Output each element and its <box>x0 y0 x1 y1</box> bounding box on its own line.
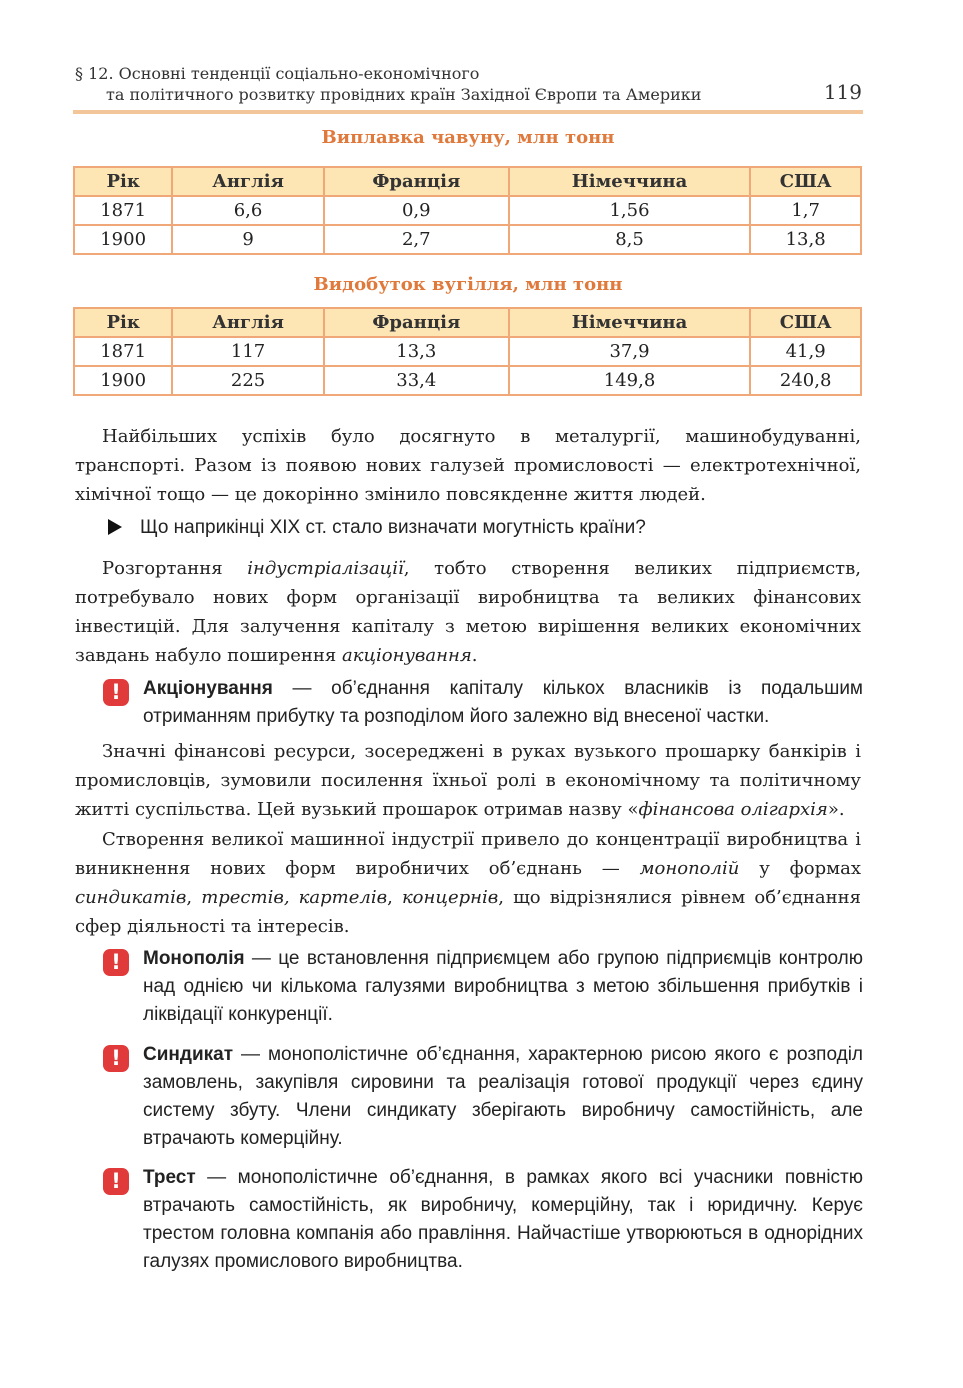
table-cell: 13,3 <box>324 337 509 366</box>
text-run: , що відрізнялися рівнем об’єднання сфер діяльності та інтересів. <box>75 887 861 937</box>
table-row <box>74 225 861 254</box>
text-run: . <box>471 645 478 666</box>
exclamation-icon: ! <box>103 679 129 706</box>
text-run: , <box>186 887 202 908</box>
paragraph-2 <box>75 554 861 670</box>
exclamation-icon: ! <box>103 1168 129 1195</box>
exclamation-icon: ! <box>103 949 129 976</box>
term-syndicates: синдикатів <box>75 887 187 908</box>
table-row <box>74 196 861 225</box>
table-cell: 1,7 <box>750 196 861 225</box>
page-number: 119 <box>823 80 862 104</box>
paragraph-1 <box>75 422 861 509</box>
text-run: у формах <box>739 858 861 879</box>
table-row <box>74 366 861 395</box>
table-header-cell: Франція <box>324 308 509 337</box>
definition-shareholding <box>103 675 863 731</box>
table-header-cell: Англія <box>172 308 324 337</box>
table-cell: 117 <box>172 337 324 366</box>
table-header-cell: Англія <box>172 167 324 196</box>
table-header-cell: США <box>750 308 861 337</box>
coal-table <box>73 307 862 396</box>
term-financial-oligarchy: фінансова олігархія <box>638 799 828 820</box>
header-line-2: та політичного розвитку провідних країн Західної Європи та Америки <box>106 85 702 104</box>
table-cell: 2,7 <box>324 225 509 254</box>
header-line-1: § 12. Основні тенденції соціально-економічного <box>75 64 480 83</box>
table-header-cell: США <box>750 167 861 196</box>
exclamation-icon: ! <box>103 1045 129 1072</box>
text-run: , <box>387 887 402 908</box>
paragraph-3 <box>75 737 861 824</box>
term-monopolies: монополій <box>639 858 740 879</box>
table-cell: 6,6 <box>172 196 324 225</box>
table-cell: 41,9 <box>750 337 861 366</box>
table1-caption: Виплавка чавуну, млн тонн <box>321 127 615 148</box>
definition-text: — монополістичне об’єднання, в рамках якого всі учасники повністю втрачають самостійність, як виробничу, комерційну, так і юридичну. Керує трестом головна компанія або правління. Найчастіше утворюються в однорідних галузях промислового виробництва. <box>143 1167 863 1272</box>
table-cell: 1,56 <box>509 196 751 225</box>
pig-iron-table <box>73 166 862 255</box>
table-cell: 1871 <box>74 196 172 225</box>
table-cell: 13,8 <box>750 225 861 254</box>
table-cell: 9 <box>172 225 324 254</box>
paragraph-1-text: Найбільших успіхів було досягнуто в металургії, машинобудуванні, транспорті. Разом із появою нових галузей промисловості — електротехнічної, хімічної тощо — це докорінно змінило повсякденне життя людей. <box>75 426 861 505</box>
definition-trust <box>103 1164 863 1276</box>
text-run: Значні фінансові ресурси, зосереджені в руках вузького прошарку банкірів і промисловців, зумовили посилення їхньої ролі в економічному та політичному житті суспільства. Цей вузький прошарок отримав назву « <box>75 741 861 820</box>
text-run: , тобто створення великих підприємств, потребувало нових форм організації виробництва та великих фінансових інвестицій. Для залучення капіталу з метою вирішення великих економічних завдань набуло поширення <box>75 558 861 666</box>
table-header-cell: Франція <box>324 167 509 196</box>
table-cell: 37,9 <box>509 337 751 366</box>
term-shareholding: акціонування <box>341 645 472 666</box>
paragraph-4 <box>75 825 861 941</box>
table-cell: 149,8 <box>509 366 751 395</box>
table-cell: 1900 <box>74 225 172 254</box>
definition-text: — це встановлення підприємцем або групою підприємців контролю над однією чи кількома галузями виробництва з метою збільшення прибутків і ліквідації конкуренції. <box>143 948 863 1025</box>
table-header-row <box>74 167 861 196</box>
term-concerns: концернів <box>401 887 499 908</box>
definition-text: — монополістичне об’єднання, характерною рисою якого є розподіл замовлень, закупівля сировини та реалізація готової продукції через єдину систему збуту. Члени синдикату зберігають виробничу самостійність, але втрачають комерційну. <box>143 1044 863 1149</box>
table-header-cell: Рік <box>74 308 172 337</box>
table-header-cell: Рік <box>74 167 172 196</box>
definition-term: Трест <box>143 1167 196 1188</box>
term-trusts-cartels: трестів, картелів <box>201 887 388 908</box>
table-row <box>74 337 861 366</box>
table-header-cell: Німеччина <box>509 167 751 196</box>
running-header <box>75 63 862 105</box>
definition-term: Монополія <box>143 948 245 969</box>
triangle-bullet-icon <box>108 519 122 535</box>
table-cell: 240,8 <box>750 366 861 395</box>
definition-monopoly <box>103 945 863 1029</box>
text-run: Розгортання <box>102 558 248 579</box>
question-text: Що наприкінці XIX ст. стало визначати могутність країни? <box>140 517 646 538</box>
table-cell: 1900 <box>74 366 172 395</box>
definition-term: Акціонування <box>143 678 273 699</box>
text-run: Створення великої машинної індустрії привело до концентрації виробництва і виникнення нових форм виробничих об’єднань — <box>75 829 861 879</box>
text-run: ». <box>827 799 845 820</box>
definition-term: Синдикат <box>143 1044 233 1065</box>
term-industrialization: індустріалізації <box>247 558 404 579</box>
table-header-cell: Німеччина <box>509 308 751 337</box>
definition-syndicate <box>103 1041 863 1153</box>
definition-text: — об’єднання капіталу кількох власників із подальшим отриманням прибутку та розподілом його залежно від внесеної частки. <box>143 678 863 727</box>
question-prompt <box>108 517 646 539</box>
table2-caption: Видобуток вугілля, млн тонн <box>313 274 623 295</box>
table-cell: 225 <box>172 366 324 395</box>
table-cell: 8,5 <box>509 225 751 254</box>
table-cell: 33,4 <box>324 366 509 395</box>
header-rule <box>73 110 863 114</box>
table-cell: 0,9 <box>324 196 509 225</box>
table-header-row <box>74 308 861 337</box>
table-cell: 1871 <box>74 337 172 366</box>
